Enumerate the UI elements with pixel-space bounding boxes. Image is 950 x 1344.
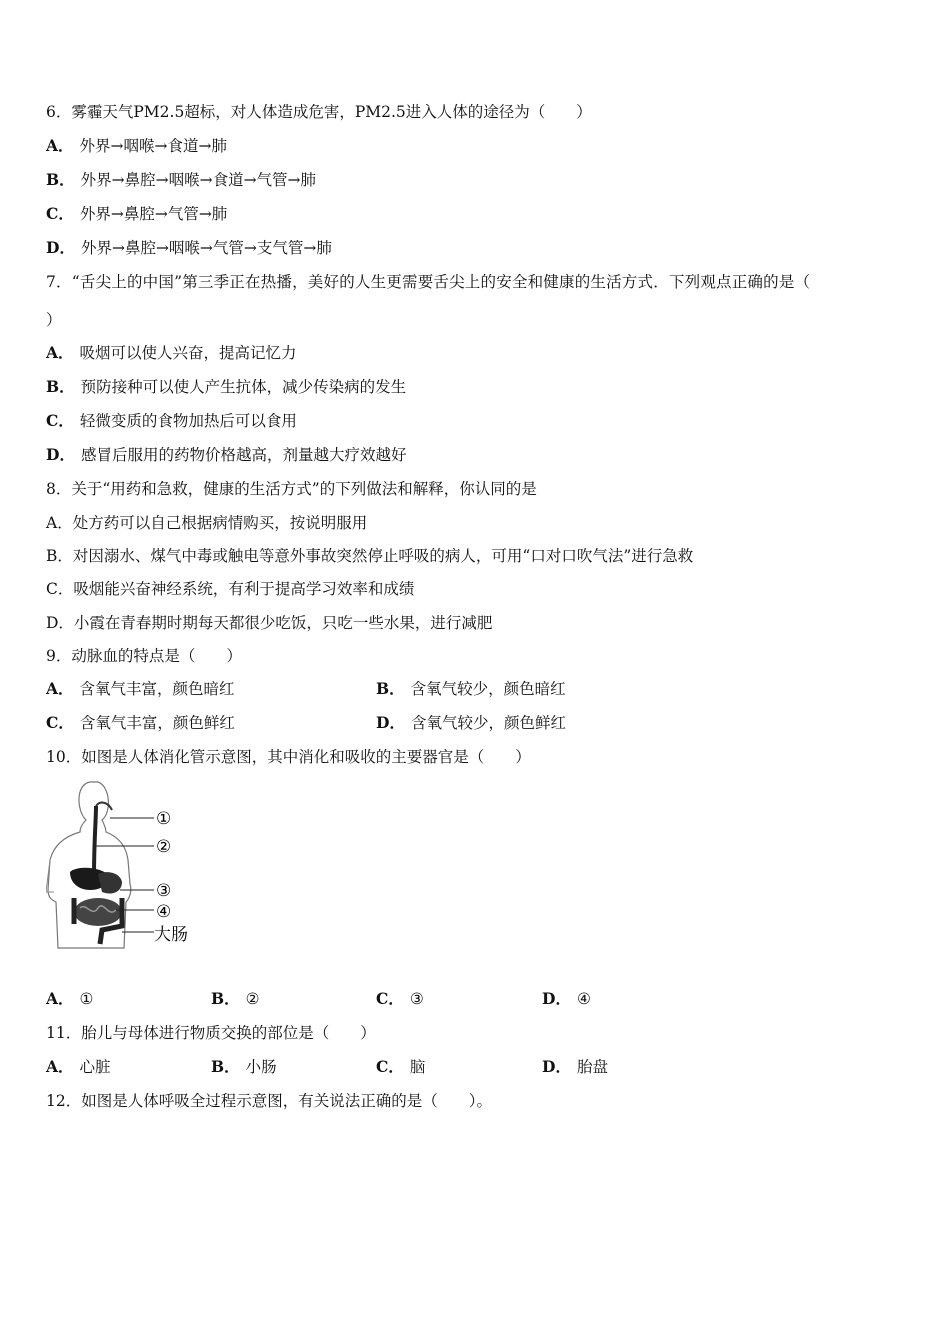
small-intestine <box>74 898 122 926</box>
label-1: ① <box>156 809 172 829</box>
label-large-intestine: 大肠 <box>154 925 188 945</box>
q10-option-b: B． ② <box>211 989 260 1008</box>
q6-option-b: B． 外界→鼻腔→咽喉→食道→气管→肺 <box>46 170 317 189</box>
q8-stem: 8．关于“用药和急救，健康的生活方式”的下列做法和解释，你认同的是 <box>46 480 537 498</box>
q8-option-c: C．吸烟能兴奋神经系统，有利于提高学习效率和成绩 <box>46 580 415 598</box>
label-3: ③ <box>156 881 172 901</box>
q7-stem-continued: ） <box>46 311 62 329</box>
q6-option-a: A． 外界→咽喉→食道→肺 <box>46 136 227 155</box>
q12-stem: 12．如图是人体呼吸全过程示意图，有关说法正确的是（ ）。 <box>46 1092 492 1110</box>
q11-options-row <box>46 1057 906 1077</box>
q9-options-row-1 <box>46 679 906 699</box>
q9-option-c: C． 含氧气丰富，颜色鲜红 <box>46 713 235 732</box>
q8-option-b: B．对因溺水、煤气中毒或触电等意外事故突然停止呼吸的病人，可用“口对口吹气法”进行急救 <box>46 547 694 565</box>
q11-option-a: A． 心脏 <box>46 1057 111 1076</box>
label-4: ④ <box>156 902 172 922</box>
q11-option-d: D． 胎盘 <box>542 1057 608 1076</box>
q9-option-d: D． 含氧气较少，颜色鲜红 <box>376 713 566 732</box>
q6-option-d: D． 外界→鼻腔→咽喉→气管→支气管→肺 <box>46 238 332 257</box>
q7-option-c: C． 轻微变质的食物加热后可以食用 <box>46 411 297 430</box>
q10-option-a: A． ① <box>46 989 94 1008</box>
q10-stem: 10．如图是人体消化管示意图，其中消化和吸收的主要器官是（ ） <box>46 748 531 766</box>
q10-option-d: D． ④ <box>542 989 591 1008</box>
mouth-tract <box>96 803 112 810</box>
q10-option-c: C． ③ <box>376 989 424 1008</box>
q6-option-c: C． 外界→鼻腔→气管→肺 <box>46 204 228 223</box>
q7-option-b: B． 预防接种可以使人产生抗体，减少传染病的发生 <box>46 377 407 396</box>
q9-option-b: B． 含氧气较少，颜色暗红 <box>376 679 566 698</box>
q8-option-a: A．处方药可以自己根据病情购买，按说明服用 <box>46 514 368 532</box>
stomach <box>98 872 122 893</box>
q7-stem: 7．“舌尖上的中国”第三季正在热播，美好的人生更需要舌尖上的安全和健康的生活方式．下列观点正确的是（ <box>46 273 811 291</box>
digestive-tract-diagram <box>46 780 206 950</box>
q9-stem: 9．动脉血的特点是（ ） <box>46 647 242 665</box>
q9-option-a: A． 含氧气丰富，颜色暗红 <box>46 679 235 698</box>
esophagus <box>94 806 96 876</box>
q7-option-a: A． 吸烟可以使人兴奋，提高记忆力 <box>46 343 297 362</box>
q10-options-row <box>46 989 906 1009</box>
q11-option-c: C． 脑 <box>376 1057 426 1076</box>
q6-stem: 6．雾霾天气PM2.5超标，对人体造成危害，PM2.5进入人体的途径为（ ） <box>46 103 592 121</box>
q9-options-row-2 <box>46 713 906 733</box>
q11-option-b: B． 小肠 <box>211 1057 277 1076</box>
q7-option-d: D． 感冒后服用的药物价格越高，剂量越大疗效越好 <box>46 445 407 464</box>
q8-option-d: D．小霞在青春期时期每天都很少吃饭，只吃一些水果，进行减肥 <box>46 614 493 632</box>
q11-stem: 11．胎儿与母体进行物质交换的部位是（ ） <box>46 1024 376 1042</box>
label-2: ② <box>156 837 172 857</box>
